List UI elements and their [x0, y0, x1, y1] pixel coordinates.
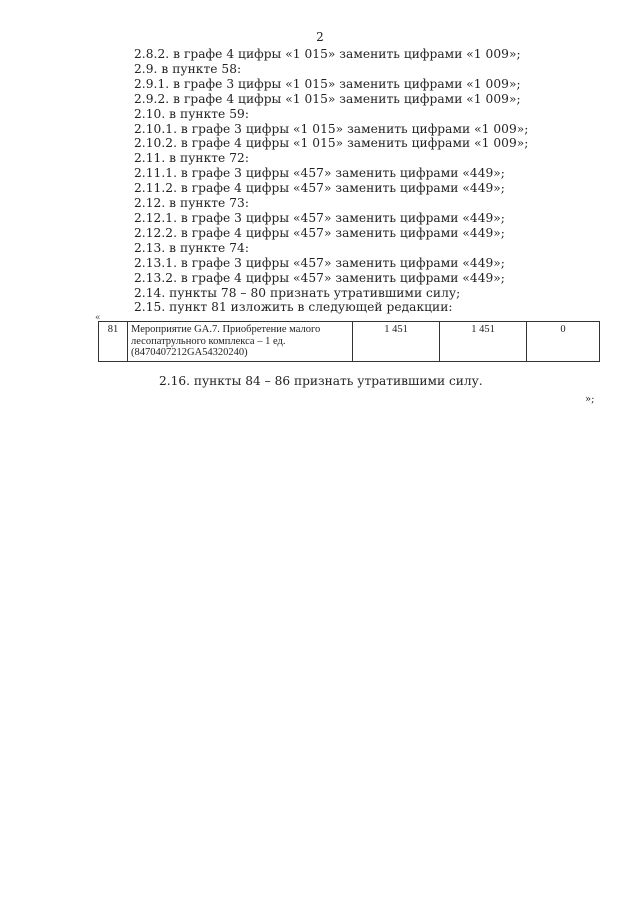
- amendment-line: 2.14. пункты 78 – 80 признать утратившими силу;: [134, 285, 461, 300]
- amendment-line: 2.11.2. в графе 4 цифры «457» заменить цифрами «449»;: [134, 181, 505, 196]
- row-value-cell-3: 0: [527, 322, 600, 362]
- amendment-line: 2.10.1. в графе 3 цифры «1 015» заменить цифрами «1 009»;: [134, 121, 529, 136]
- amendment-line: 2.10. в пункте 59:: [134, 106, 249, 121]
- closing-quote: »;: [585, 394, 595, 405]
- amendment-line: 2.13.1. в графе 3 цифры «457» заменить цифрами «449»;: [134, 255, 505, 270]
- amendment-line: 2.13. в пункте 74:: [134, 240, 249, 255]
- amendment-line: 2.15. пункт 81 изложить в следующей редакции:: [134, 300, 453, 315]
- row-value-cell-1: 1 451: [353, 322, 440, 362]
- row-value-cell-2: 1 451: [440, 322, 527, 362]
- page-number: 2: [316, 30, 324, 44]
- row-description-cell: Мероприятие GA.7. Приобретение малого лесопатрульного комплекса – 1 ед. (8470407212GA54320240): [128, 322, 353, 362]
- amendment-line: 2.11.1. в графе 3 цифры «457» заменить цифрами «449»;: [134, 166, 505, 181]
- amendment-line: 2.12. в пункте 73:: [134, 196, 249, 211]
- amendment-line: 2.10.2. в графе 4 цифры «1 015» заменить цифрами «1 009»;: [134, 136, 529, 151]
- row-number-cell: 81: [99, 322, 128, 362]
- amendment-line: 2.9. в пункте 58:: [134, 61, 242, 76]
- amendment-line: 2.11. в пункте 72:: [134, 151, 249, 166]
- replacement-table: [98, 321, 600, 362]
- final-amendment-line: 2.16. пункты 84 – 86 признать утратившими силу.: [159, 374, 483, 388]
- opening-quote: «: [95, 313, 101, 323]
- amendment-line: 2.8.2. в графе 4 цифры «1 015» заменить цифрами «1 009»;: [134, 47, 521, 61]
- table-row: [99, 322, 600, 362]
- amendment-line: 2.9.2. в графе 4 цифры «1 015» заменить цифрами «1 009»;: [134, 91, 521, 106]
- amendment-line: 2.9.1. в графе 3 цифры «1 015» заменить цифрами «1 009»;: [134, 76, 521, 91]
- amendment-line: 2.12.1. в графе 3 цифры «457» заменить цифрами «449»;: [134, 210, 505, 225]
- amendment-lines: [134, 47, 528, 315]
- amendment-line: 2.13.2. в графе 4 цифры «457» заменить цифрами «449»;: [134, 270, 505, 285]
- amendment-line: 2.12.2. в графе 4 цифры «457» заменить цифрами «449»;: [134, 225, 505, 240]
